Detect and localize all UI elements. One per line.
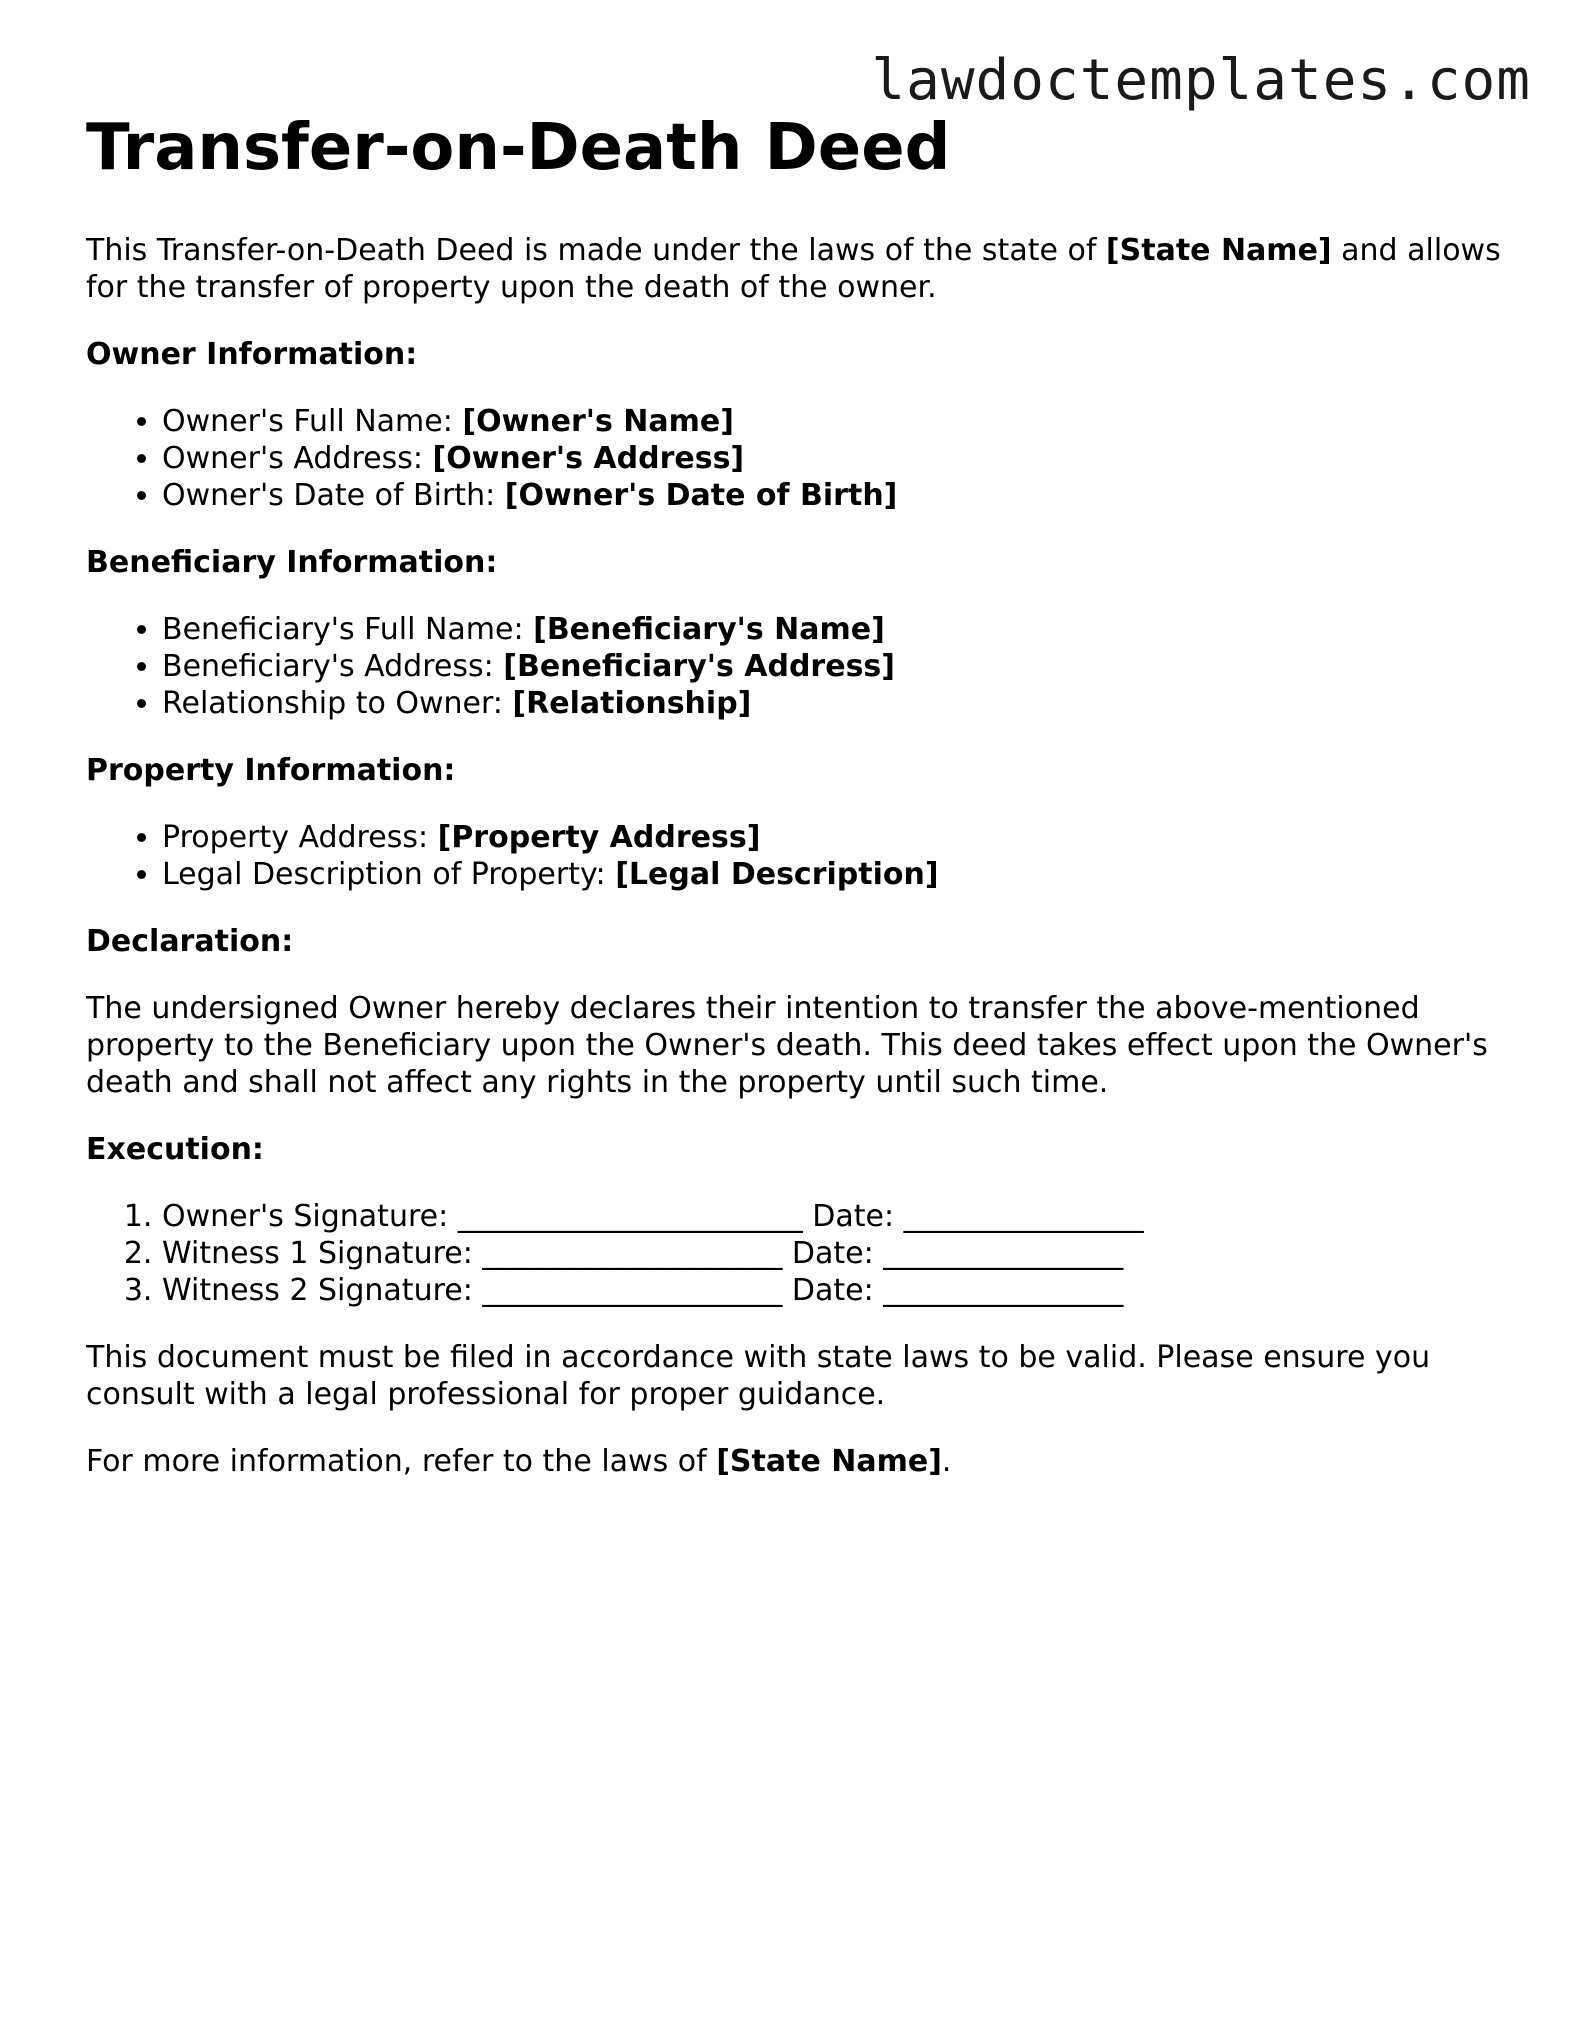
closing-text-before: For more information, refer to the laws of: [86, 1444, 717, 1479]
state-name-placeholder: [State Name]: [1105, 233, 1332, 268]
state-name-placeholder: [State Name]: [716, 1444, 942, 1479]
closing-text-after: .: [941, 1444, 952, 1479]
list-item: [162, 611, 1506, 648]
list-item: [162, 477, 1506, 514]
field-label: Beneficiary's Full Name:: [162, 612, 534, 647]
beneficiary-info-list: [86, 611, 1506, 722]
intro-text-after: and allows for the transfer of property upon the death of the owner.: [86, 233, 1501, 305]
execution-heading: Execution:: [86, 1132, 264, 1167]
site-watermark: lawdoctemplates.com: [871, 48, 1531, 113]
field-placeholder: [Relationship]: [512, 686, 752, 721]
document-title: Transfer-on-Death Deed: [86, 111, 951, 185]
list-item: [162, 440, 1506, 477]
field-label: Owner's Full Name:: [162, 404, 463, 439]
field-label: Beneficiary's Address:: [162, 649, 504, 684]
declaration-paragraph: The undersigned Owner hereby declares their intention to transfer the above-mentioned property to the Beneficiary upon the Owner's death. This deed takes effect upon the Owner's death and shall not affect any rights in the property until such time.: [86, 991, 1488, 1100]
document-body: [86, 108, 1506, 1510]
closing-paragraph: [86, 1443, 1506, 1480]
list-item: [162, 648, 1506, 685]
execution-list: [86, 1198, 1506, 1309]
property-info-list: [86, 819, 1506, 893]
field-label: Property Address:: [162, 820, 438, 855]
field-placeholder: [Legal Description]: [615, 857, 939, 892]
field-label: Relationship to Owner:: [162, 686, 513, 721]
list-item: [162, 856, 1506, 893]
owner-info-heading: Owner Information:: [86, 337, 418, 372]
field-placeholder: [Beneficiary's Name]: [533, 612, 885, 647]
field-placeholder: [Property Address]: [437, 820, 761, 855]
owner-info-list: [86, 403, 1506, 514]
declaration-heading: Declaration:: [86, 924, 294, 959]
signature-line: 2. Witness 1 Signature: ____________________ Date: ________________: [162, 1235, 1506, 1272]
filing-note-paragraph: This document must be filed in accordance with state laws to be valid. Please ensure you consult with a legal professional for proper guidance.: [86, 1340, 1431, 1412]
list-item: [162, 685, 1506, 722]
field-placeholder: [Beneficiary's Address]: [503, 649, 895, 684]
field-label: Owner's Date of Birth:: [162, 478, 505, 513]
field-placeholder: [Owner's Address]: [432, 441, 745, 476]
signature-line: 3. Witness 2 Signature: ____________________ Date: ________________: [162, 1272, 1506, 1309]
field-label: Owner's Address:: [162, 441, 433, 476]
list-item: [162, 819, 1506, 856]
intro-paragraph: [86, 232, 1506, 306]
beneficiary-info-heading: Beneficiary Information:: [86, 545, 498, 580]
field-placeholder: [Owner's Name]: [462, 404, 734, 439]
property-info-heading: Property Information:: [86, 753, 456, 788]
signature-line: 1. Owner's Signature: _______________________ Date: ________________: [162, 1198, 1506, 1235]
field-label: Legal Description of Property:: [162, 857, 616, 892]
intro-text-before: This Transfer-on-Death Deed is made under the laws of the state of: [86, 233, 1106, 268]
list-item: [162, 403, 1506, 440]
field-placeholder: [Owner's Date of Birth]: [504, 478, 898, 513]
